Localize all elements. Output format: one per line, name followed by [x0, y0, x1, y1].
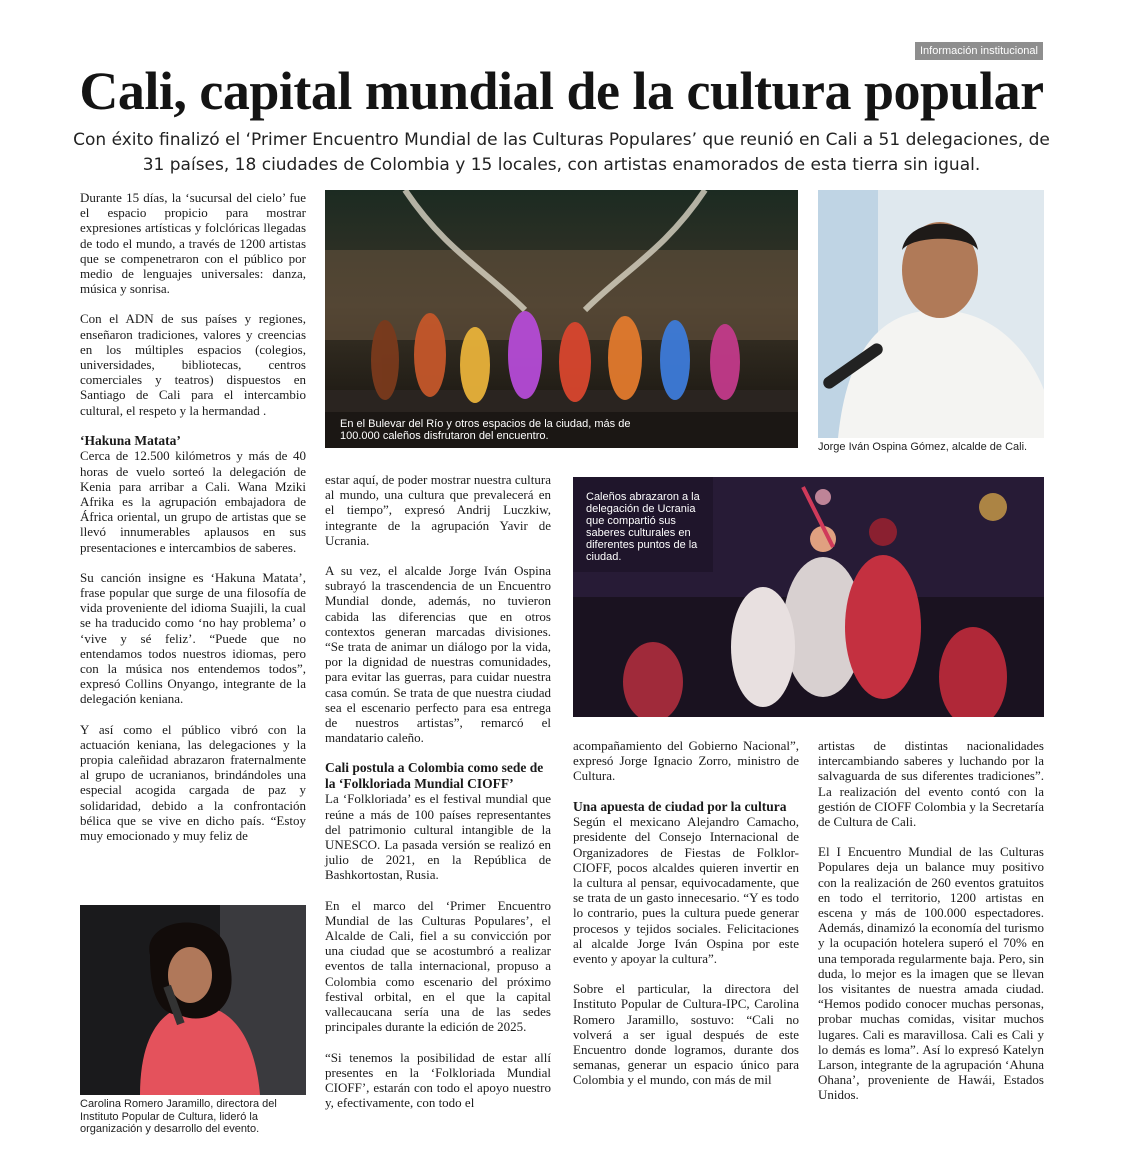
paragraph: Su canción insigne es ‘Hakuna Matata’, frase popular que surge de una filosofía de vida proveniente del idioma Suajili, la cual se ha traducido como ‘no hay problema’ o ‘vive y sé feliz’. “Puede que no entendamos todos nuestros idiomas, pero con la música nos entendemos todos”, expresó Collins Onyango, integrante de la delegación keniana.	[80, 569, 306, 707]
paragraph: Con el ADN de sus países y regiones, enseñaron tradiciones, valores y creencias en los múltiples espacios (colegios, universidades, bibliotecas, centros comerciales y teatros) dispuestos en Santiago de Cali para el intercambio cultural, el respeto y la hermandad .	[80, 311, 306, 418]
paragraph: A su vez, el alcalde Jorge Iván Ospina subrayó la trascendencia de un Encuentro Mundial donde, además, no tuvieron cabida las diferencias que en otros contextos generan marcadas divisiones. “Se trata de animar un diálogo por la vida, por la dignidad de nuestras comunidades, para evitar las guerras, para cuidar nuestra casa común. Se trata de que nuestra ciudad sea el escenario perfecto para esa entrega de nuestros artistas”, remarcó el mandatario caleño.	[325, 563, 551, 746]
paragraph: Durante 15 días, la ‘sucursal del cielo’ fue el espacio propicio para mostrar expresiones artísticas y folclóricas llegadas de todo el mundo, a través de 1200 artistas que se compenetraron con el público por medio de lenguajes universales: danza, música y sonrisa.	[80, 190, 306, 297]
carolina-image	[80, 905, 306, 1095]
subheading-apuesta: Una apuesta de ciudad por la cultura	[573, 798, 787, 814]
paragraph: acompañamiento del Gobierno Nacional”, expresó Jorge Ignacio Zorro, ministro de Cultura.	[573, 738, 799, 784]
dancers-image	[325, 190, 798, 448]
paragraph: Sobre el particular, la directora del Instituto Popular de Cultura-IPC, Carolina Romero Jaramillo, sostuvo: “Cali no volverá a ser igual después de este Encuentro donde logramos, durante dos semanas, generar un espacio único para Colombia y el mundo, con más de mil	[573, 981, 799, 1088]
paragraph: artistas de distintas nacionalidades intercambiando saberes y luchando por la salvaguarda de sus diferentes tradiciones”. La realización del evento contó con la gestión de CIOFF Colombia y la Secretaría de Cultura de Cali.	[818, 738, 1044, 830]
mayor-image	[818, 190, 1044, 438]
subheading-cioff: Cali postula a Colombia como sede de la ‘Folkloriada Mundial CIOFF’	[325, 760, 544, 791]
photo-caption-overlay: En el Bulevar del Río y otros espacios de la ciudad, más de 100.000 caleños disfrutaron del encuentro.	[340, 418, 631, 442]
paragraph: Según el mexicano Alejandro Camacho, presidente del Consejo Internacional de Organizadores de Fiestas de Folklor-CIOFF, pocos alcaldes quieren invertir en la cultura al pensar, equivocadamente, que se trata de un gasto innecesario. “Y es todo lo contrario, pues la cultura puede generar procesos y tejidos sociales. Felicitaciones al alcalde Jorge Iván Ospina por este evento y apoyar la cultura”.	[573, 814, 799, 966]
headline: Cali, capital mundial de la cultura popular	[79, 61, 1044, 121]
column-1	[80, 190, 306, 858]
column-2	[325, 472, 551, 1125]
paragraph: Cerca de 12.500 kilómetros y más de 40 horas de vuelo sorteó la delegación de Kenia para arribar a Cali. Wana Mziki Afrika es la agrupación embajadora de África oriental, un grupo de artistas que se llevó innumerables aplausos en sus presentaciones e intercambios de saberes.	[80, 448, 306, 555]
photo-carolina-romero	[80, 905, 306, 1095]
paragraph: La ‘Folkloriada’ es el festival mundial que reúne a más de 100 países representantes del patrimonio cultural intangible de la UNESCO. La pasada versión se realizó en julio de 2021, en la República de Bashkortostan, Rusia.	[325, 791, 551, 883]
photo-caption-overlay: Caleños abrazaron a la delegación de Ucrania que compartió sus saberes culturales en diferentes puntos de la ciudad.	[586, 491, 700, 563]
caption-mayor: Jorge Iván Ospina Gómez, alcalde de Cali.	[818, 441, 1028, 453]
photo-mayor	[818, 190, 1044, 438]
paragraph: En el marco del ‘Primer Encuentro Mundial de las Culturas Populares’, el Alcalde de Cali, fiel a su convicción por una ciudad que se acostumbró a realizar eventos de talla internacional, propuso a Colombia como escenario del próximo festival orbital, en el que la capital vallecaucana sería una de las sedes principales durante la edición de 2025.	[325, 897, 551, 1035]
photo-ukraine-dancers	[573, 477, 1044, 717]
paragraph: Y así como el público vibró con la actuación keniana, las delegaciones y la propia caleñidad abrazaron fraternalmente al grupo de ucranianos, brindándoles una especial acogida cargada de paz y solidaridad, debido a la confrontación bélica que se vive en dicho país. “Estoy muy emocionado y muy feliz de	[80, 721, 306, 844]
subheading-hakuna-matata: ‘Hakuna Matata’	[80, 432, 181, 448]
column-4	[818, 738, 1044, 1118]
section-tag: Información institucional	[915, 42, 1043, 60]
column-3	[573, 738, 799, 1103]
caption-carolina: Carolina Romero Jaramillo, directora del Instituto Popular de Cultura, lideró la organización y desarrollo del evento.	[80, 1098, 277, 1135]
paragraph: El I Encuentro Mundial de las Culturas Populares deja un balance muy positivo con la realización de 260 eventos gratuitos en todo el territorio, 1200 artistas en escena y más de 100.000 espectadores. Además, dinamizó la economía del turismo y la ocupación hotelera superó el 70% en una temporada regularmente baja. Pero, sin duda, lo mejor es la imagen que se llevan los visitantes de nuestra amada ciudad. “Hemos podido conocer muchas personas, probar muchas comidas, visitar muchos lugares. Cali es maravillosa. Cali es Cali y lo demás es loma”. Así lo expresó Katelyn Larson, integrante de la agrupación ‘Ahuna Ohana’, proveniente de Hawái, Estados Unidos.	[818, 844, 1044, 1103]
paragraph: “Si tenemos la posibilidad de estar allí presentes en la ‘Folkloriada Mundial CIOFF’, estarán con todo el apoyo nuestro y, efectivamente, con todo el	[325, 1049, 551, 1111]
paragraph: estar aquí, de poder mostrar nuestra cultura al mundo, una cultura que prevalecerá en el tiempo”, expresó Andrij Luczkiw, integrante de la agrupación Yavir de Ucrania.	[325, 472, 551, 548]
subheadline: Con éxito finalizó el ‘Primer Encuentro Mundial de las Culturas Populares’ que reunió en Cali a 51 delegaciones, de 31 países, 18 ciudades de Colombia y 15 locales, con artistas enamorados de esta tierra sin igual.	[73, 130, 1050, 175]
photo-kenya-dancers	[325, 190, 798, 448]
